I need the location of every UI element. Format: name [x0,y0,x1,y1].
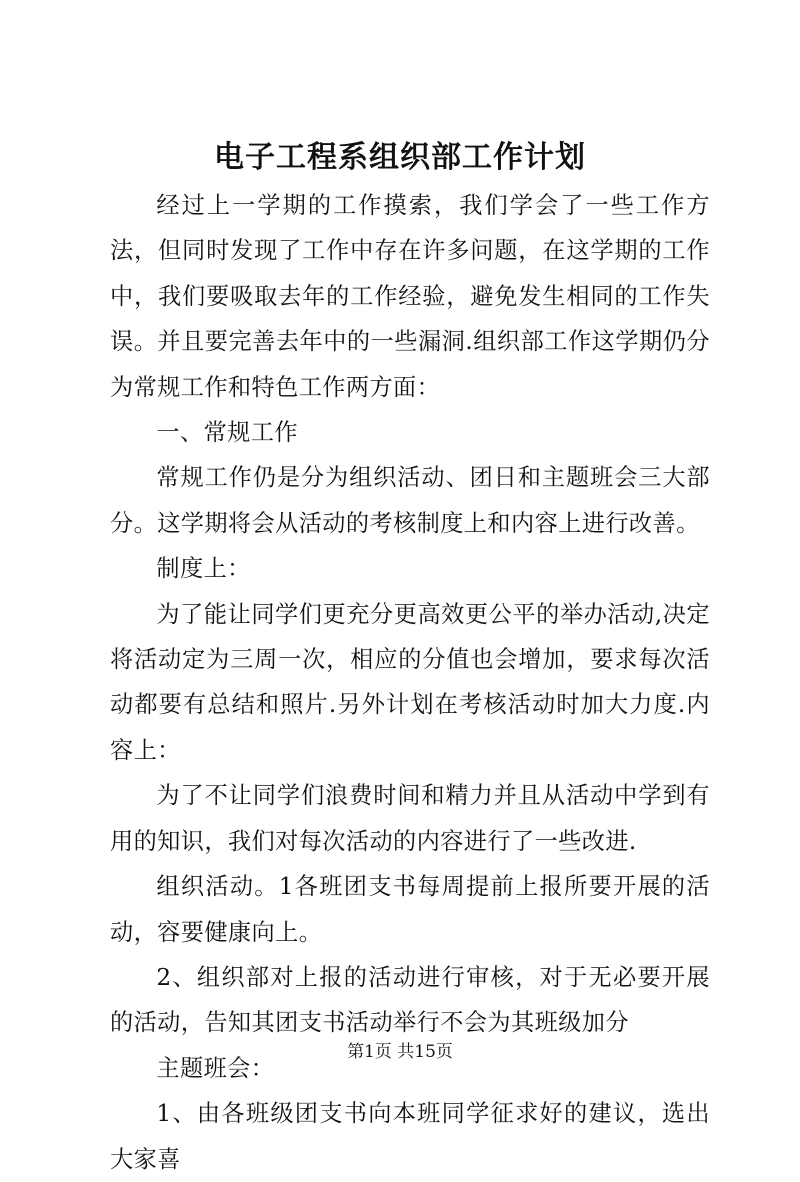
paragraph-review: 2、组织部对上报的活动进行审核，对于无必要开展的活动，告知其团支书活动举行不会为其班级加分 [110,963,710,1037]
paragraph-theme-meeting: 1、由各班级团支书向本班同学征求好的建议，选出大家喜 [110,1100,710,1173]
paragraph-content: 为了不让同学们浪费时间和精力并且从活动中学到有用的知识，我们对每次活动的内容进行了一些改进. [110,782,710,855]
paragraph-organize-activity: 组织活动。1各班团支书每周提前上报所要开展的活动，容要健康向上。 [110,873,710,946]
paragraph-system: 为了能让同学们更充分更高效更公平的举办活动,决定将活动定为三周一次，相应的分值也会增加，要求每次活动都要有总结和照片.另外计划在考核活动时加大力度.内容上： [110,600,710,764]
document-title: 电子工程系组织部工作计划 [214,140,586,175]
section-heading-routine-work: 一、常规工作 [156,419,298,447]
paragraph-routine-work: 常规工作仍是分为组织活动、团日和主题班会三大部分。这学期将会从活动的考核制度上和内容上进行改善。 [110,464,710,537]
document-body [110,183,710,1182]
subheading-system: 制度上： [156,555,251,583]
paragraph-intro: 经过上一学期的工作摸索，我们学会了一些工作方法，但同时发现了工作中存在许多问题，在这学期的工作中，我们要吸取去年的工作经验，避免发生相同的工作失误。并且要完善去年中的一些漏洞.组织部工作这学期仍分为常规工作和特色工作两方面： [110,192,710,401]
subheading-theme-meeting: 主题班会： [156,1054,275,1082]
page-footer: 第1页 共15页 [347,1042,453,1062]
